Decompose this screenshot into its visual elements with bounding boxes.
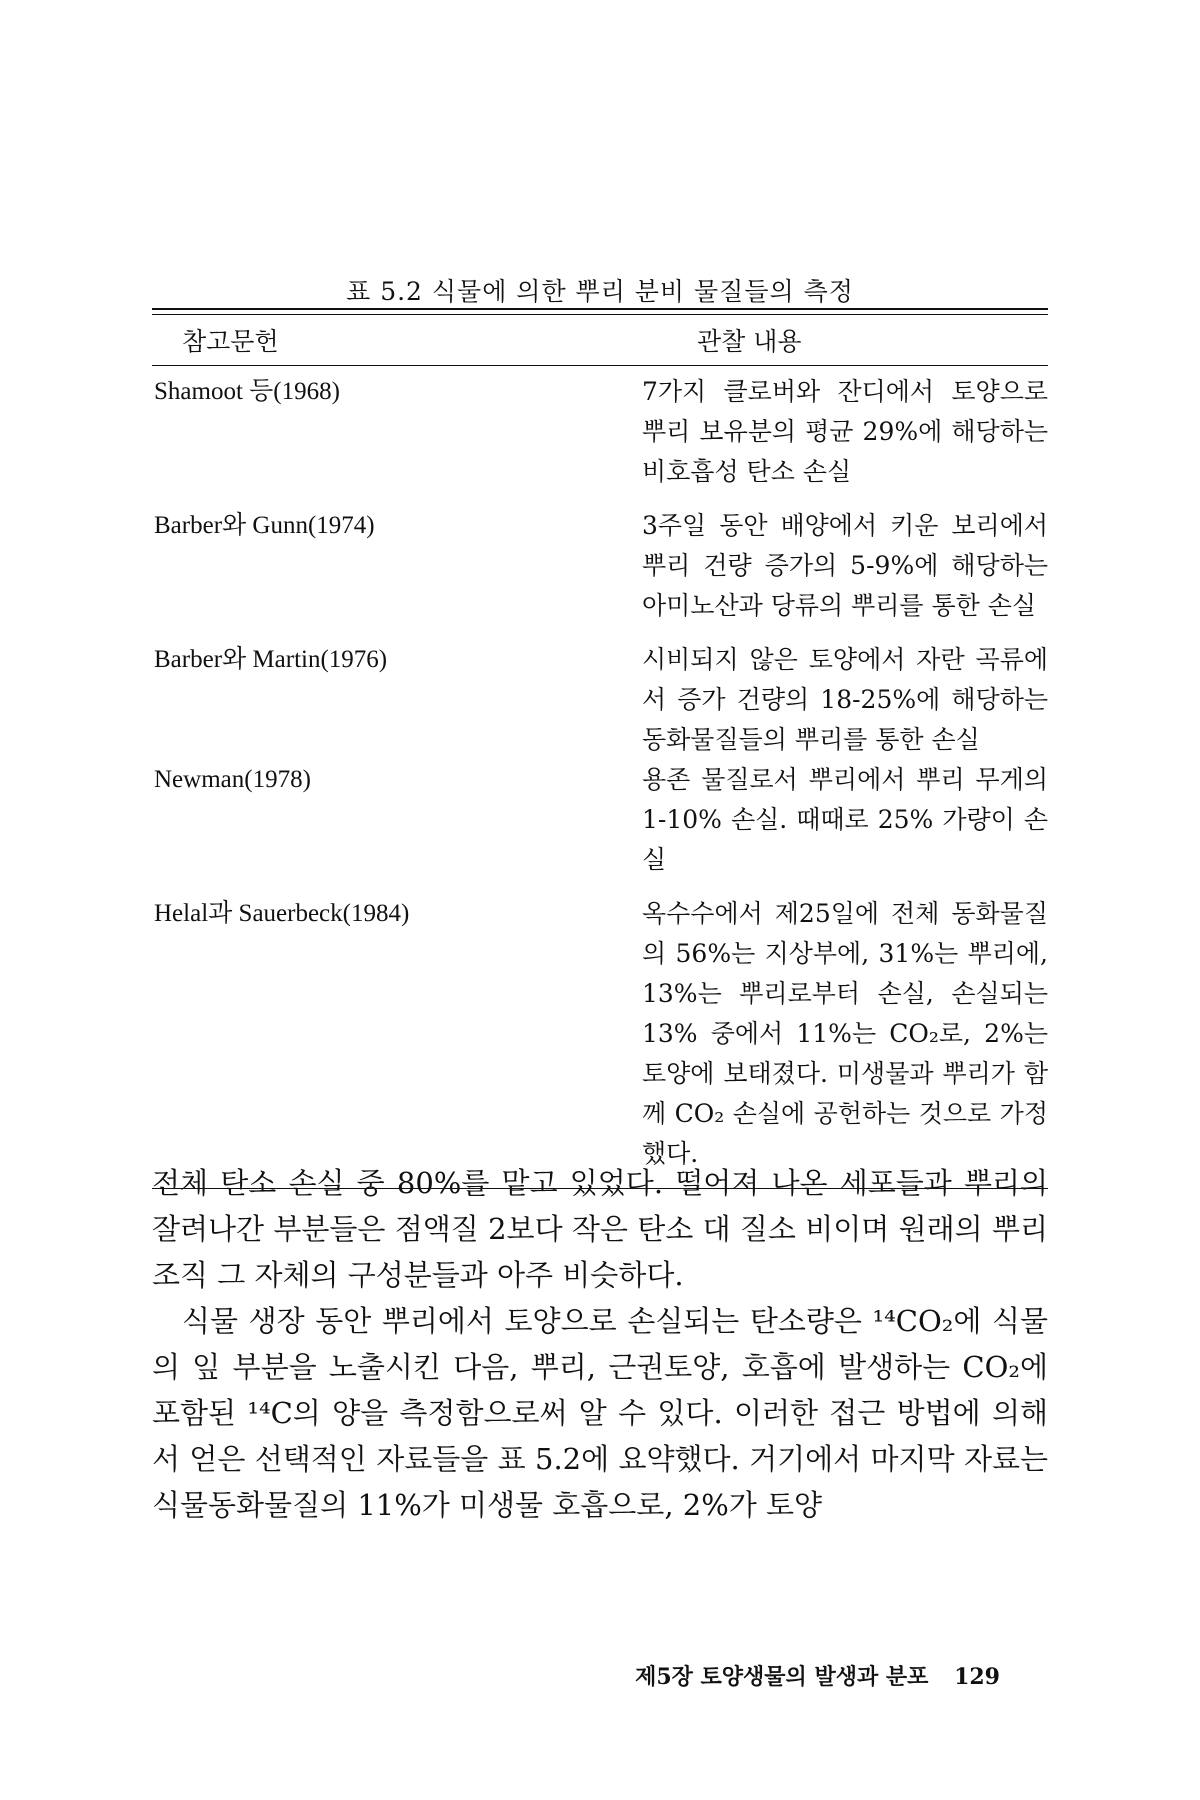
chapter-title: 제5장 토양생물의 발생과 분포: [635, 1664, 929, 1690]
table-row: [152, 640, 1048, 760]
page-number: 129: [954, 1664, 1000, 1690]
cell-reference: Barber와 Gunn(1974): [154, 512, 375, 539]
table-row: [152, 506, 1048, 626]
body-paragraph: 식물 생장 동안 뿌리에서 토양으로 손실되는 탄소량은 ¹⁴CO₂에 식물의 잎 부분을 노출시킨 다음, 뿌리, 근권토양, 호흡에 발생하는 CO₂에 포함된 ¹⁴C의 양을 측정함으로써 알 수 있다. 이러한 접근 방법에 의해서 얻은 선택적인 자료들을 표 5.2에 요약했다. 거기에서 마지막 자료는 식물동화물질의 11%가 미생물 호흡으로, 2%가 토양: [152, 1304, 1048, 1522]
header-observation: 관찰 내용: [697, 327, 802, 356]
cell-reference: Helal과 Sauerbeck(1984): [154, 900, 410, 927]
cell-observation: 시비되지 않은 토양에서 자란 곡류에서 증가 건량의 18-25%에 해당하는 동화물질들의 뿌리를 통한 손실: [642, 645, 1048, 754]
cell-reference: Newman(1978): [154, 766, 311, 793]
page-footer: [617, 1660, 1000, 1691]
cell-observation: 7가지 클로버와 잔디에서 토양으로 뿌리 보유분의 평균 29%에 해당하는 비호흡성 탄소 손실: [642, 377, 1048, 486]
observation-table: [152, 308, 1048, 1189]
table-row: [152, 894, 1048, 1174]
cell-observation: 옥수수에서 제25일에 전체 동화물질의 56%는 지상부에, 31%는 뿌리에, 13%는 뿌리로부터 손실, 손실되는 13% 중에서 11%는 CO₂로, 2%는 토양에 보태졌다. 미생물과 뿌리가 함께 CO₂ 손실에 공헌하는 것으로 가정했다.: [642, 899, 1048, 1168]
body-text: [152, 1160, 1048, 1528]
cell-observation: 용존 물질로서 뿌리에서 뿌리 무게의 1-10% 손실. 때때로 25% 가량이 손실: [642, 765, 1048, 874]
header-reference: 참고문헌: [182, 327, 279, 356]
cell-reference: Barber와 Martin(1976): [154, 646, 388, 673]
table-row: [152, 760, 1048, 880]
body-paragraph: 전체 탄소 손실 중 80%를 맡고 있었다. 떨어져 나온 세포들과 뿌리의 잘려나간 부분들은 점액질 2보다 작은 탄소 대 질소 비이며 원래의 뿌리 조직 그 자체의 구성분들과 아주 비슷하다.: [152, 1166, 1048, 1292]
cell-reference: Shamoot 등(1968): [154, 378, 340, 405]
table-row: [152, 372, 1048, 492]
table-header-row: [152, 315, 1048, 366]
cell-observation: 3주일 동안 배양에서 키운 보리에서 뿌리 건량 증가의 5-9%에 해당하는 아미노산과 당류의 뿌리를 통한 손실: [642, 511, 1048, 620]
table-caption: 표 5.2 식물에 의한 뿌리 분비 물질들의 측정: [346, 277, 854, 306]
table-top-rule: [152, 308, 1048, 315]
